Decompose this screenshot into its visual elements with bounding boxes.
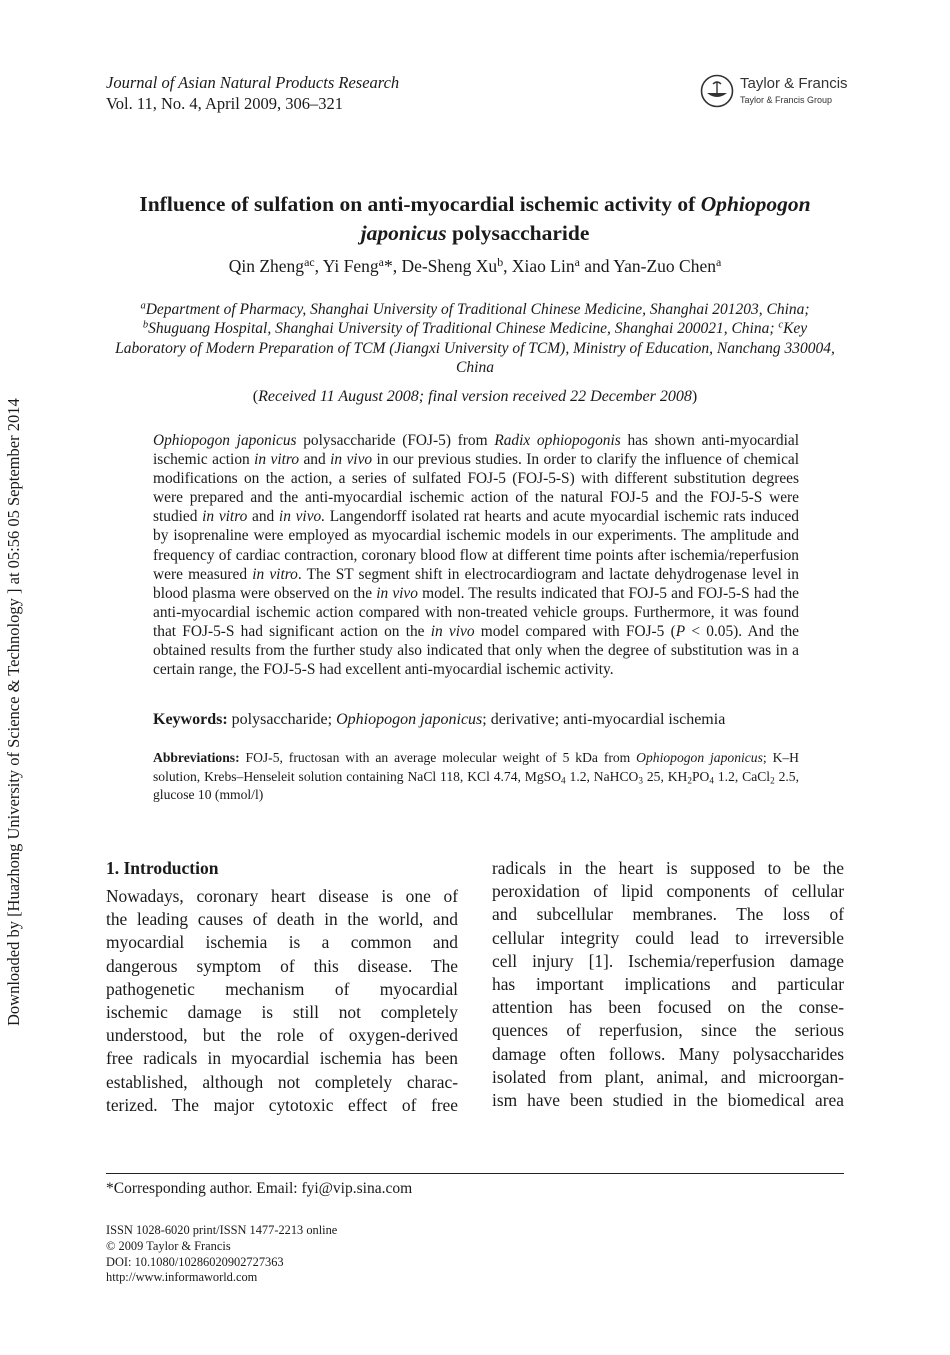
keyword: ; derivative; anti-myocardial ischemia [482,711,726,728]
abstract-text: in vivo. [278,508,326,526]
abstract-text: Langendorff isolated rat hearts and acute myocardial ischemic rats induced by isoprenaline were employed as myocardial ischemic models in our experiments. The amplitude and frequency of cardiac contraction, coronary blood flow at different time points after ischemia/reperfusion were measured [153,508,799,583]
publisher-group: Taylor & Francis Group [740,95,833,105]
corresponding-mark: * [383,256,393,276]
body-line: dangerous symptom of this disease. The [106,955,458,976]
paren: ( [252,388,259,405]
website-link[interactable]: http://www.informaworld.com [106,1270,258,1285]
abbrev-sub: 2 [687,774,692,785]
abstract-text: model. The results indicated that FOJ-5 and FOJ-5-S had the anti-myocardial ischemic action compared with non-treated vehicle groups. Furthermore, it was found that FOJ-5-S had significant action on the [153,584,799,640]
abstract-text: in vivo [376,584,418,602]
abstract-text: model compared with FOJ-5 ( [474,622,676,640]
author-name: Yi Feng [322,256,379,276]
issn-block [106,1223,337,1286]
abstract-text: Radix ophiopogonis [494,432,621,449]
body-line: understood, but the role of oxygen-derived [106,1025,458,1046]
author-name: Yan-Zuo Chen [613,256,716,276]
body-line: the leading causes of death in the world, and [106,909,458,930]
abbrev-text: PO [691,768,710,784]
body-line: isolated from plant, animal, and microorgan- [492,1066,844,1087]
volume-info: Vol. 11, No. 4, April 2009, 306–321 [106,94,343,113]
abbrev-text: Ophiopogon japonicus [636,750,763,765]
title-species: Ophiopogon japonicus [360,192,811,245]
abbrev-sub: 2 [770,774,775,785]
corresponding-author: *Corresponding author. Email: fyi@vip.sina.com [106,1180,413,1197]
received-dates [100,388,850,406]
abbrev-sub: 4 [561,774,566,785]
body-line: Nowadays, coronary heart disease is one of [106,886,458,906]
keywords-label: Keywords: [153,711,228,728]
title-part: polysaccharide [446,221,590,245]
issn-line: ISSN 1028-6020 print/ISSN 1477-2213 online [106,1223,338,1237]
paper-title [100,190,850,248]
author-name: Xiao Lin [511,256,575,276]
abbrev-sub: 4 [709,774,714,785]
affiliations: $^a$Department of Pharmacy, Shanghai University of Traditional Chinese Medicine, Shanghai 201203, China; $^b$Shuguang Hospital, Shanghai University of Traditional Chinese Medicine, Shanghai 200021, China; $^c$Key Laboratory of Modern Preparation of TCM (Jiangxi University of TCM), Ministry of Education, Nanchang 330004, China [115,300,835,377]
received-text: Received 11 August 2008; final version received 22 December 2008 [258,388,692,405]
body-line: myocardial ischemia is a common and [106,932,458,953]
abbrev-text: 2.5, glucose 10 (mmol/l) [153,768,799,802]
body-line: damage often follows. Many polysaccharides [492,1043,844,1064]
publisher-brand: Taylor & Francis [740,75,848,92]
journal-header [106,72,399,114]
abbreviations [153,749,799,805]
author-affil-mark: a [574,255,580,270]
journal-name: Journal of Asian Natural Products Research [106,73,400,92]
affiliation-c: Key Laboratory of Modern Preparation of TCM (Jiangxi University of TCM), Ministry of Education, Nanchang 330004, China [115,320,835,377]
body-line: cell injury [1]. Ischemia/reperfusion damage [492,950,844,971]
abstract-text: in vivo [330,451,373,469]
author-affil-mark: ac [304,255,315,270]
keywords [153,711,799,729]
abbrev-text: 25, KH [642,768,688,784]
body-line: established, although not completely charac- [106,1071,458,1092]
abbrev-text: 1.2, CaCl [714,768,771,784]
keyword: Ophiopogon japonicus [336,711,483,728]
abstract-text: polysaccharide (FOJ-5) from [296,432,495,449]
author-affil-mark: a [378,255,384,270]
author-list [100,256,850,277]
affiliation-b: Shuguang Hospital, Shanghai University of Traditional Chinese Medicine, Shanghai 200021, China; [148,320,779,338]
paren: ) [691,388,698,405]
body-line: ischemic damage is still not completely [106,1001,458,1022]
body-line: and subcellular membranes. The loss of [492,904,844,925]
body-line: cellular integrity could lead to irreversible [492,927,844,948]
section-heading: 1. Introduction [106,858,219,878]
abstract-text: . The ST segment shift in electrocardiogram and lactate dehydrogenase level in blood plasma were observed on the [153,565,799,602]
body-line: pathogenetic mechanism of myocardial [106,978,458,999]
abbrev-sub: 3 [638,774,643,785]
publisher-logo-icon [700,74,734,108]
keyword: polysaccharide; [227,711,337,728]
author-affil-mark: a [716,255,722,270]
body-line: peroxidation of lipid components of cellular [492,881,844,902]
author-name: De-Sheng Xu [401,256,498,276]
author-affil-mark: b [497,255,504,270]
body-column-right [492,857,844,1112]
author-sep: , [392,256,402,276]
body-line: radicals in the heart is supposed to be the [492,858,844,878]
abstract-text: in vitro [254,451,300,469]
author-sep: , [503,256,512,276]
body-line: terized. The major cytotoxic effect of free [106,1094,458,1115]
abstract [153,431,799,679]
abstract-text: in vitro [252,565,298,583]
body-line: free radicals in myocardial ischemia has been [106,1048,458,1069]
title-part: Influence of sulfation on anti-myocardial ischemic activity of [139,192,701,216]
abstract-text: Ophiopogon japonicus [153,432,297,449]
abstract-text: and [299,451,331,469]
abbrev-text: ; K–H solution, Krebs–Henseleit solution containing NaCl 118, KCl 4.74, MgSO [153,750,799,784]
body-line: ism have been studied in the biomedical area [492,1089,844,1110]
body-line: quences of reperfusion, since the serious [492,1020,844,1041]
body-line: has important implications and particular [492,973,844,994]
affiliation-a: Department of Pharmacy, Shanghai University of Traditional Chinese Medicine, Shanghai 201203, China; [145,301,810,318]
body-column-left [106,885,458,1117]
copyright-line: © 2009 Taylor & Francis [106,1238,231,1253]
abbrev-text: 1.2, NaHCO [565,768,639,784]
download-stamp: Downloaded by [Huazhong University of Science & Technology ] at 05:56 05 September 2014 [4,398,23,1026]
author-name: Qin Zheng [228,256,305,276]
doi-line: DOI: 10.1080/10286020902727363 [106,1254,284,1269]
abstract-text: in vivo [430,622,475,640]
abstract-text: has shown anti-myocardial ischemic action [153,432,800,469]
abstract-text: in our previous studies. In order to clarify the influence of chemical modifications on the action, a series of sulfated FOJ-5 (FOJ-5-S) with different substitution degrees were prepared and the anti-myocardial ischemic action of the natural FOJ-5 and the FOJ-5-S were studied [153,451,800,526]
body-line: attention has been focused on the conse- [492,997,844,1018]
abbrev-text: FOJ-5, fructosan with an average molecular weight of 5 kDa from [239,750,637,765]
abstract-text: P [675,622,686,640]
abstract-text: and [247,508,279,526]
author-sep: , [314,256,323,276]
abbreviations-label: Abbreviations: [153,750,240,765]
abstract-text: < 0.05). And the obtained results from the further study also indicated that only when the degree of substitution was in a certain range, the FOJ-5-S had excellent anti-myocardial ischemic activity. [153,622,800,679]
publisher-logo [700,72,860,116]
abstract-text: in vitro [202,508,248,526]
footnote-rule [106,1173,844,1174]
author-sep: and [579,256,614,276]
